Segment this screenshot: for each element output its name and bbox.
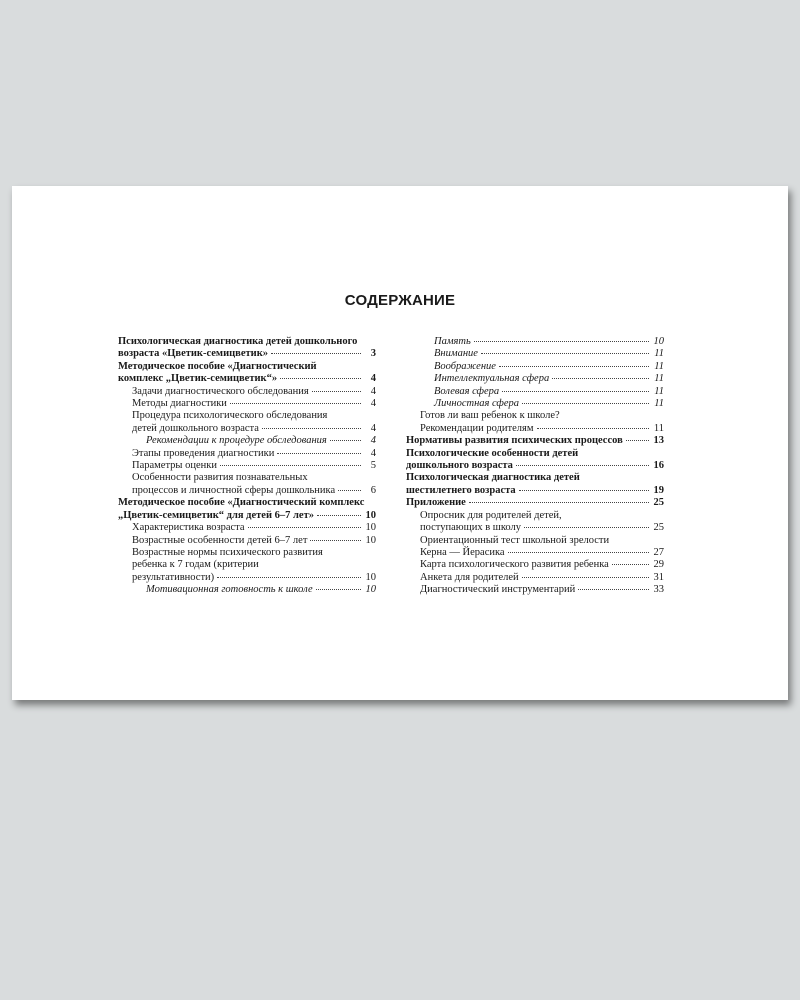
contents-title: СОДЕРЖАНИЕ (344, 292, 456, 309)
toc-entry (406, 584, 664, 596)
toc-entry (406, 448, 664, 473)
page-number: 11 (654, 360, 664, 372)
toc-entry-line (118, 348, 376, 360)
toc-entry-text: Волевая сфера (434, 385, 500, 397)
page-number: 33 (653, 584, 664, 596)
toc-entry-line (132, 547, 376, 559)
toc-entry (406, 472, 664, 497)
toc-entry-line (118, 497, 376, 509)
book-page (12, 186, 788, 700)
toc-entry-line (132, 423, 376, 435)
toc-entry-text: Процедура психологического обследования (132, 410, 328, 422)
toc-entry-text: Методы диагностики (132, 398, 227, 410)
toc-entry-text: Особенности развития познавательных (132, 472, 308, 484)
toc-entry-text: Психологические особенности детей (406, 447, 579, 459)
toc-entry-text: Личностная сфера (434, 398, 520, 410)
toc-entry (118, 435, 376, 447)
toc-entry-line (406, 485, 664, 497)
toc-entry (406, 435, 664, 447)
page-number: 11 (654, 385, 664, 397)
toc-entry-text: детей дошкольного возраста (132, 422, 259, 434)
toc-entry-line (406, 497, 664, 509)
toc-entry (118, 398, 376, 410)
toc-entry-line (132, 410, 376, 422)
page-number: 16 (653, 460, 664, 472)
toc-entry (118, 535, 376, 547)
toc-entry-text: Методическое пособие «Диагностический комплекс (118, 497, 365, 509)
toc-entry-line (132, 535, 376, 547)
toc-entry-line (132, 572, 376, 584)
toc-entry-text: Карта психологического развития ребенка (420, 559, 609, 571)
dot-leader (519, 490, 649, 491)
toc-entry-line (132, 460, 376, 472)
dot-leader (469, 502, 649, 503)
toc-entry (406, 348, 664, 360)
toc-entry-line (420, 535, 664, 547)
toc-entry-line (406, 435, 664, 447)
toc-entry (118, 547, 376, 584)
toc-entry-line (118, 373, 376, 385)
toc-entry-text: Керна — Йерасика (420, 546, 505, 558)
toc-entry-text: комплекс „Цветик-семицветик“» (118, 373, 278, 385)
page-number: 4 (370, 422, 376, 434)
toc-entry-line (132, 398, 376, 410)
toc-entry-line (434, 336, 664, 348)
toc-entry-line (434, 361, 664, 373)
dot-leader (552, 378, 649, 379)
page-number: 13 (653, 435, 664, 447)
toc-entry-text: Характеристика возраста (132, 522, 245, 534)
dot-leader (310, 540, 361, 541)
toc-entry-line (434, 386, 664, 398)
toc-entry-text: Ориентационный тест школьной зрелости (420, 534, 610, 546)
toc-entry (406, 361, 664, 373)
toc-entry-text: Методическое пособие «Диагностический (118, 360, 317, 372)
toc-entry-line (406, 472, 664, 484)
toc-entry (406, 398, 664, 410)
toc-entry-text: Рекомендации родителям (420, 422, 534, 434)
toc-entry-line (420, 410, 664, 422)
toc-entry-text: Приложение (406, 497, 466, 509)
toc-entry-line (434, 348, 664, 360)
dot-leader (524, 527, 649, 528)
page-number: 3 (370, 348, 376, 360)
toc-entry (118, 361, 376, 386)
toc-entry-line (434, 373, 664, 385)
page-number: 10 (365, 584, 376, 596)
page-number: 4 (370, 398, 376, 410)
dot-leader (230, 403, 361, 404)
page-number: 31 (653, 571, 664, 583)
dot-leader (312, 391, 361, 392)
toc-entry-text: Нормативы развития психических процессов (406, 435, 623, 447)
dot-leader (537, 428, 649, 429)
dot-leader (516, 465, 649, 466)
toc-entry-line (132, 448, 376, 460)
toc-entry (118, 336, 376, 361)
page-number: 4 (370, 435, 376, 447)
toc-entry-text: возраста «Цветик-семицветик» (118, 348, 269, 360)
toc-entry-text: Готов ли ваш ребенок к школе? (420, 410, 560, 422)
toc-entry-text: Воображение (434, 360, 496, 372)
toc-entry-text: Мотивационная готовность к школе (146, 584, 313, 596)
toc-entry-line (146, 584, 376, 596)
dot-leader (522, 577, 649, 578)
dot-leader (280, 378, 361, 379)
page-number: 10 (653, 336, 664, 347)
toc-entry (118, 386, 376, 398)
dot-leader (271, 353, 361, 354)
page-number: 4 (370, 385, 376, 397)
page-number: 27 (653, 546, 664, 558)
toc-entry-text: процессов и личностной сферы дошкольника (132, 484, 336, 496)
page-number: 25 (653, 497, 664, 509)
toc-entry-text: Опросник для родителей детей, (420, 509, 562, 521)
toc-entry-line (420, 584, 664, 596)
dot-leader (220, 465, 361, 466)
toc-right-column (406, 336, 664, 597)
toc-entry-text: Психологическая диагностика детей (406, 472, 580, 484)
toc-entry-line (132, 472, 376, 484)
dot-leader (262, 428, 361, 429)
toc-entry-text: результативности) (132, 571, 215, 583)
page-number: 11 (654, 348, 664, 360)
toc-entry-text: Интеллектуальная сфера (434, 373, 550, 385)
dot-leader (508, 552, 649, 553)
toc-entry-line (132, 522, 376, 534)
toc-entry-line (434, 398, 664, 410)
dot-leader (612, 564, 649, 565)
toc-entry (406, 572, 664, 584)
dot-leader (316, 589, 361, 590)
page-number: 4 (370, 447, 376, 459)
dot-leader (474, 341, 649, 342)
toc-entry-line (118, 510, 376, 522)
toc-entry (406, 373, 664, 385)
page-number: 11 (653, 422, 664, 434)
toc-entry-text: шестилетнего возраста (406, 484, 516, 496)
toc-entry (406, 336, 664, 348)
page-number: 29 (653, 559, 664, 571)
page-number: 5 (370, 460, 376, 472)
toc-entry-text: дошкольного возраста (406, 460, 513, 472)
dot-leader (499, 366, 649, 367)
toc-entry (118, 584, 376, 596)
toc-entry (118, 460, 376, 472)
toc-entry-line (420, 522, 664, 534)
toc-entry (406, 423, 664, 435)
toc-entry-text: ребенка к 7 годам (критерии (132, 559, 259, 571)
dot-leader (522, 403, 649, 404)
toc-entry-line (420, 423, 664, 435)
toc-entry (406, 386, 664, 398)
toc-entry-text: Параметры оценки (132, 460, 217, 472)
toc-left-column (118, 336, 376, 597)
page-number: 4 (370, 373, 376, 385)
dot-leader (248, 527, 361, 528)
dot-leader (217, 577, 361, 578)
page-number: 25 (653, 522, 664, 534)
toc-entry-text: Этапы проведения диагностики (132, 447, 275, 459)
dot-leader (502, 391, 649, 392)
page-number: 6 (370, 484, 376, 496)
toc-entry-text: „Цветик-семицветик“ для детей 6–7 лет» (118, 509, 314, 521)
dot-leader (330, 440, 361, 441)
page-number: 19 (653, 484, 664, 496)
toc-entry-text: Диагностический инструментарий (420, 584, 576, 596)
dot-leader (317, 515, 361, 516)
toc-entry-text: Возрастные особенности детей 6–7 лет (132, 534, 308, 546)
page-number: 10 (365, 509, 376, 521)
toc-entry-line (420, 547, 664, 559)
toc-entry-text: Психологическая диагностика детей дошкольного (118, 336, 358, 347)
page-number: 10 (365, 534, 376, 546)
page-number: 10 (365, 522, 376, 534)
toc-entry-text: Рекомендации к процедуре обследования (146, 435, 327, 447)
toc-entry-line (406, 460, 664, 472)
dot-leader (626, 440, 649, 441)
toc-entry-text: Возрастные нормы психического развития (132, 546, 323, 558)
toc-entry-text: поступающих в школу (420, 522, 522, 534)
toc-entry-text: Анкета для родителей (420, 571, 519, 583)
toc-entry-line (146, 435, 376, 447)
toc-entry-text: Память (434, 336, 471, 347)
toc-entry (118, 410, 376, 435)
toc-entry (406, 535, 664, 560)
toc-entry-line (420, 572, 664, 584)
toc-entry-line (420, 510, 664, 522)
toc-entry (406, 510, 664, 535)
page-number: 11 (654, 398, 664, 410)
toc-entry-line (420, 559, 664, 571)
toc-entry-line (132, 559, 376, 571)
toc-entry-line (118, 361, 376, 373)
toc-entry-text: Задачи диагностического обследования (132, 385, 309, 397)
toc-entry-line (132, 485, 376, 497)
toc-entry (118, 472, 376, 497)
dot-leader (338, 490, 361, 491)
page-number: 10 (365, 571, 376, 583)
toc-entry (406, 559, 664, 571)
toc-entry-text: Внимание (434, 348, 478, 360)
dot-leader (578, 589, 649, 590)
toc-entry-line (132, 386, 376, 398)
page-number: 11 (654, 373, 664, 385)
dot-leader (481, 353, 649, 354)
toc-entry (118, 522, 376, 534)
dot-leader (277, 453, 361, 454)
toc-entry (118, 497, 376, 522)
toc-entry-line (118, 336, 376, 348)
toc-entry (406, 497, 664, 509)
toc-entry-line (406, 448, 664, 460)
toc-entry (406, 410, 664, 422)
toc-entry (118, 448, 376, 460)
